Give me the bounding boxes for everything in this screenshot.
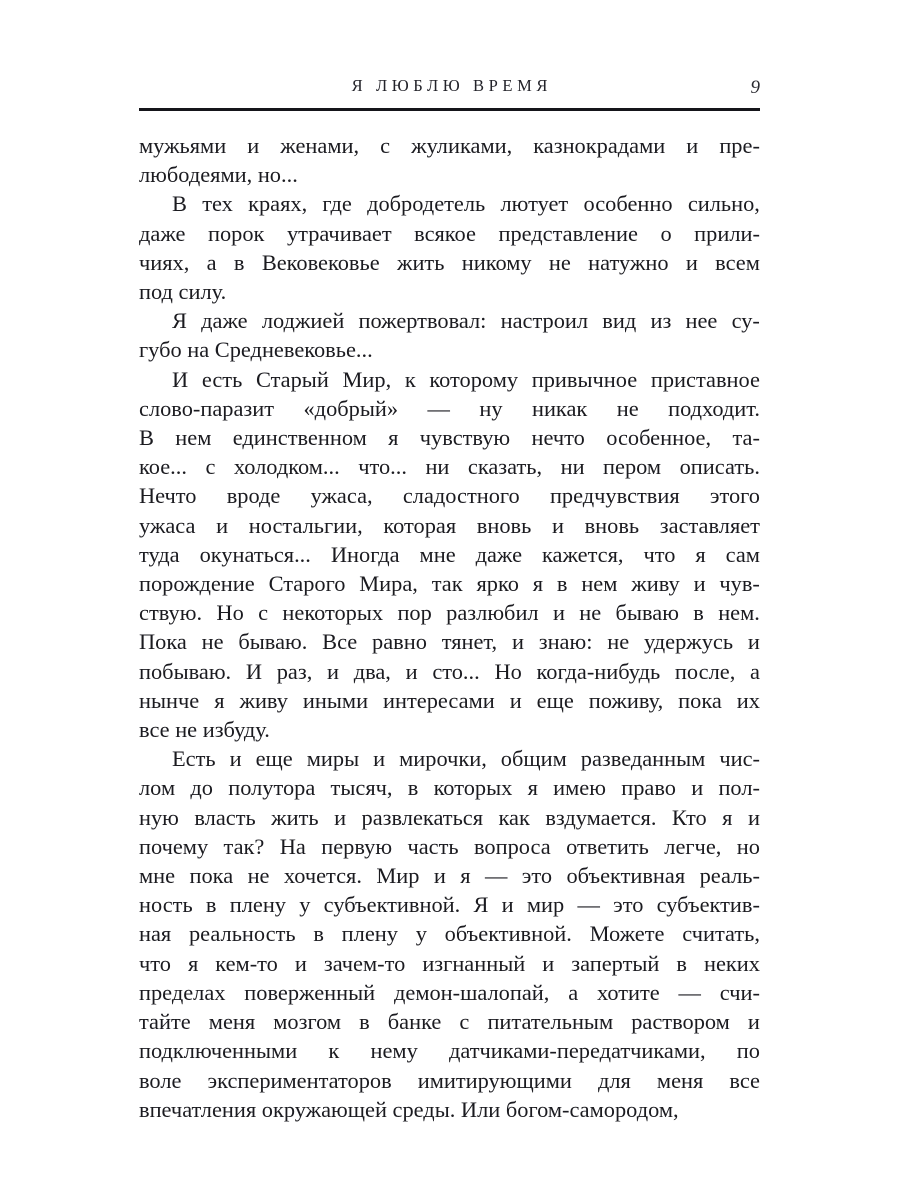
text-line: И есть Старый Мир, к которому привычное приставное: [172, 366, 760, 392]
text-line: нынче я живу иными интересами и еще поживу, пока их: [139, 687, 760, 713]
text-line: пределах поверженный демон-шалопай, а хотите — счи-: [139, 979, 760, 1005]
text-line: Я даже лоджией пожертвовал: настроил вид из нее су-: [172, 308, 760, 334]
text-line: В нем единственном я чувствую нечто особенное, та-: [139, 425, 760, 451]
text-line: под силу.: [139, 279, 227, 305]
text-line: тайте меня мозгом в банке с питательным раствором и: [139, 1009, 760, 1035]
text-line: Нечто вроде ужаса, сладостного предчувствия этого: [139, 483, 760, 509]
text-line: ужаса и ностальгии, которая вновь и вновь заставляет: [139, 512, 760, 538]
text-line: побываю. И раз, и два, и сто... Но когда-нибудь после, а: [139, 658, 760, 684]
text-line: все не избуду.: [139, 717, 270, 743]
text-line: впечатления окружающей среды. Или богом-самородом,: [139, 1096, 679, 1122]
text-line: любодеями, но...: [139, 162, 298, 188]
header-rule: [139, 108, 760, 111]
text-line: воле экспериментаторов имитирующими для меня все: [139, 1067, 760, 1093]
text-line: ную власть жить и развлекаться как вздумается. Кто я и: [139, 804, 760, 830]
text-line: Есть и еще миры и мирочки, общим разведанным чис-: [172, 746, 760, 772]
text-line: лом до полутора тысяч, в которых я имею право и пол-: [139, 775, 760, 801]
text-line: ствую. Но с некоторых пор разлюбил и не бываю в нем.: [139, 600, 760, 626]
text-line: чиях, а в Вековековье жить никому не натужно и всем: [139, 249, 760, 275]
running-head: [139, 76, 760, 102]
text-line: мужьями и женами, с жуликами, казнокрадами и пре-: [139, 133, 760, 158]
text-line: кое... с холодком... что... ни сказать, ни пером описать.: [139, 454, 760, 480]
text-line: подключенными к нему датчиками-передатчиками, по: [139, 1038, 760, 1064]
text-line: порождение Старого Мира, так ярко я в нем живу и чув-: [139, 571, 760, 597]
text-line: В тех краях, где добродетель лютует особенно сильно,: [172, 191, 760, 217]
text-line: туда окунаться... Иногда мне даже кажется, что я сам: [139, 541, 760, 567]
text-line: слово-паразит «добрый» — ну никак не подходит.: [139, 395, 760, 421]
page-number: 9: [750, 77, 760, 98]
running-head-title: Я ЛЮБЛЮ ВРЕМЯ: [351, 76, 552, 95]
text-line: Пока не бываю. Все равно тянет, и знаю: не удержусь и: [139, 629, 760, 655]
body-text: [139, 131, 760, 1124]
text-line: почему так? На первую часть вопроса ответить легче, но: [139, 833, 760, 859]
text-line: губо на Средневековье...: [139, 337, 373, 363]
text-line: ная реальность в плену у объективной. Можете считать,: [139, 921, 760, 947]
text-line: мне пока не хочется. Мир и я — это объективная реаль-: [139, 863, 760, 889]
text-line: ность в плену у субъективной. Я и мир — это субъектив-: [139, 892, 760, 918]
text-line: даже порок утрачивает всякое представление о прили-: [139, 220, 760, 246]
text-line: что я кем-то и зачем-то изгнанный и запертый в неких: [139, 950, 760, 976]
